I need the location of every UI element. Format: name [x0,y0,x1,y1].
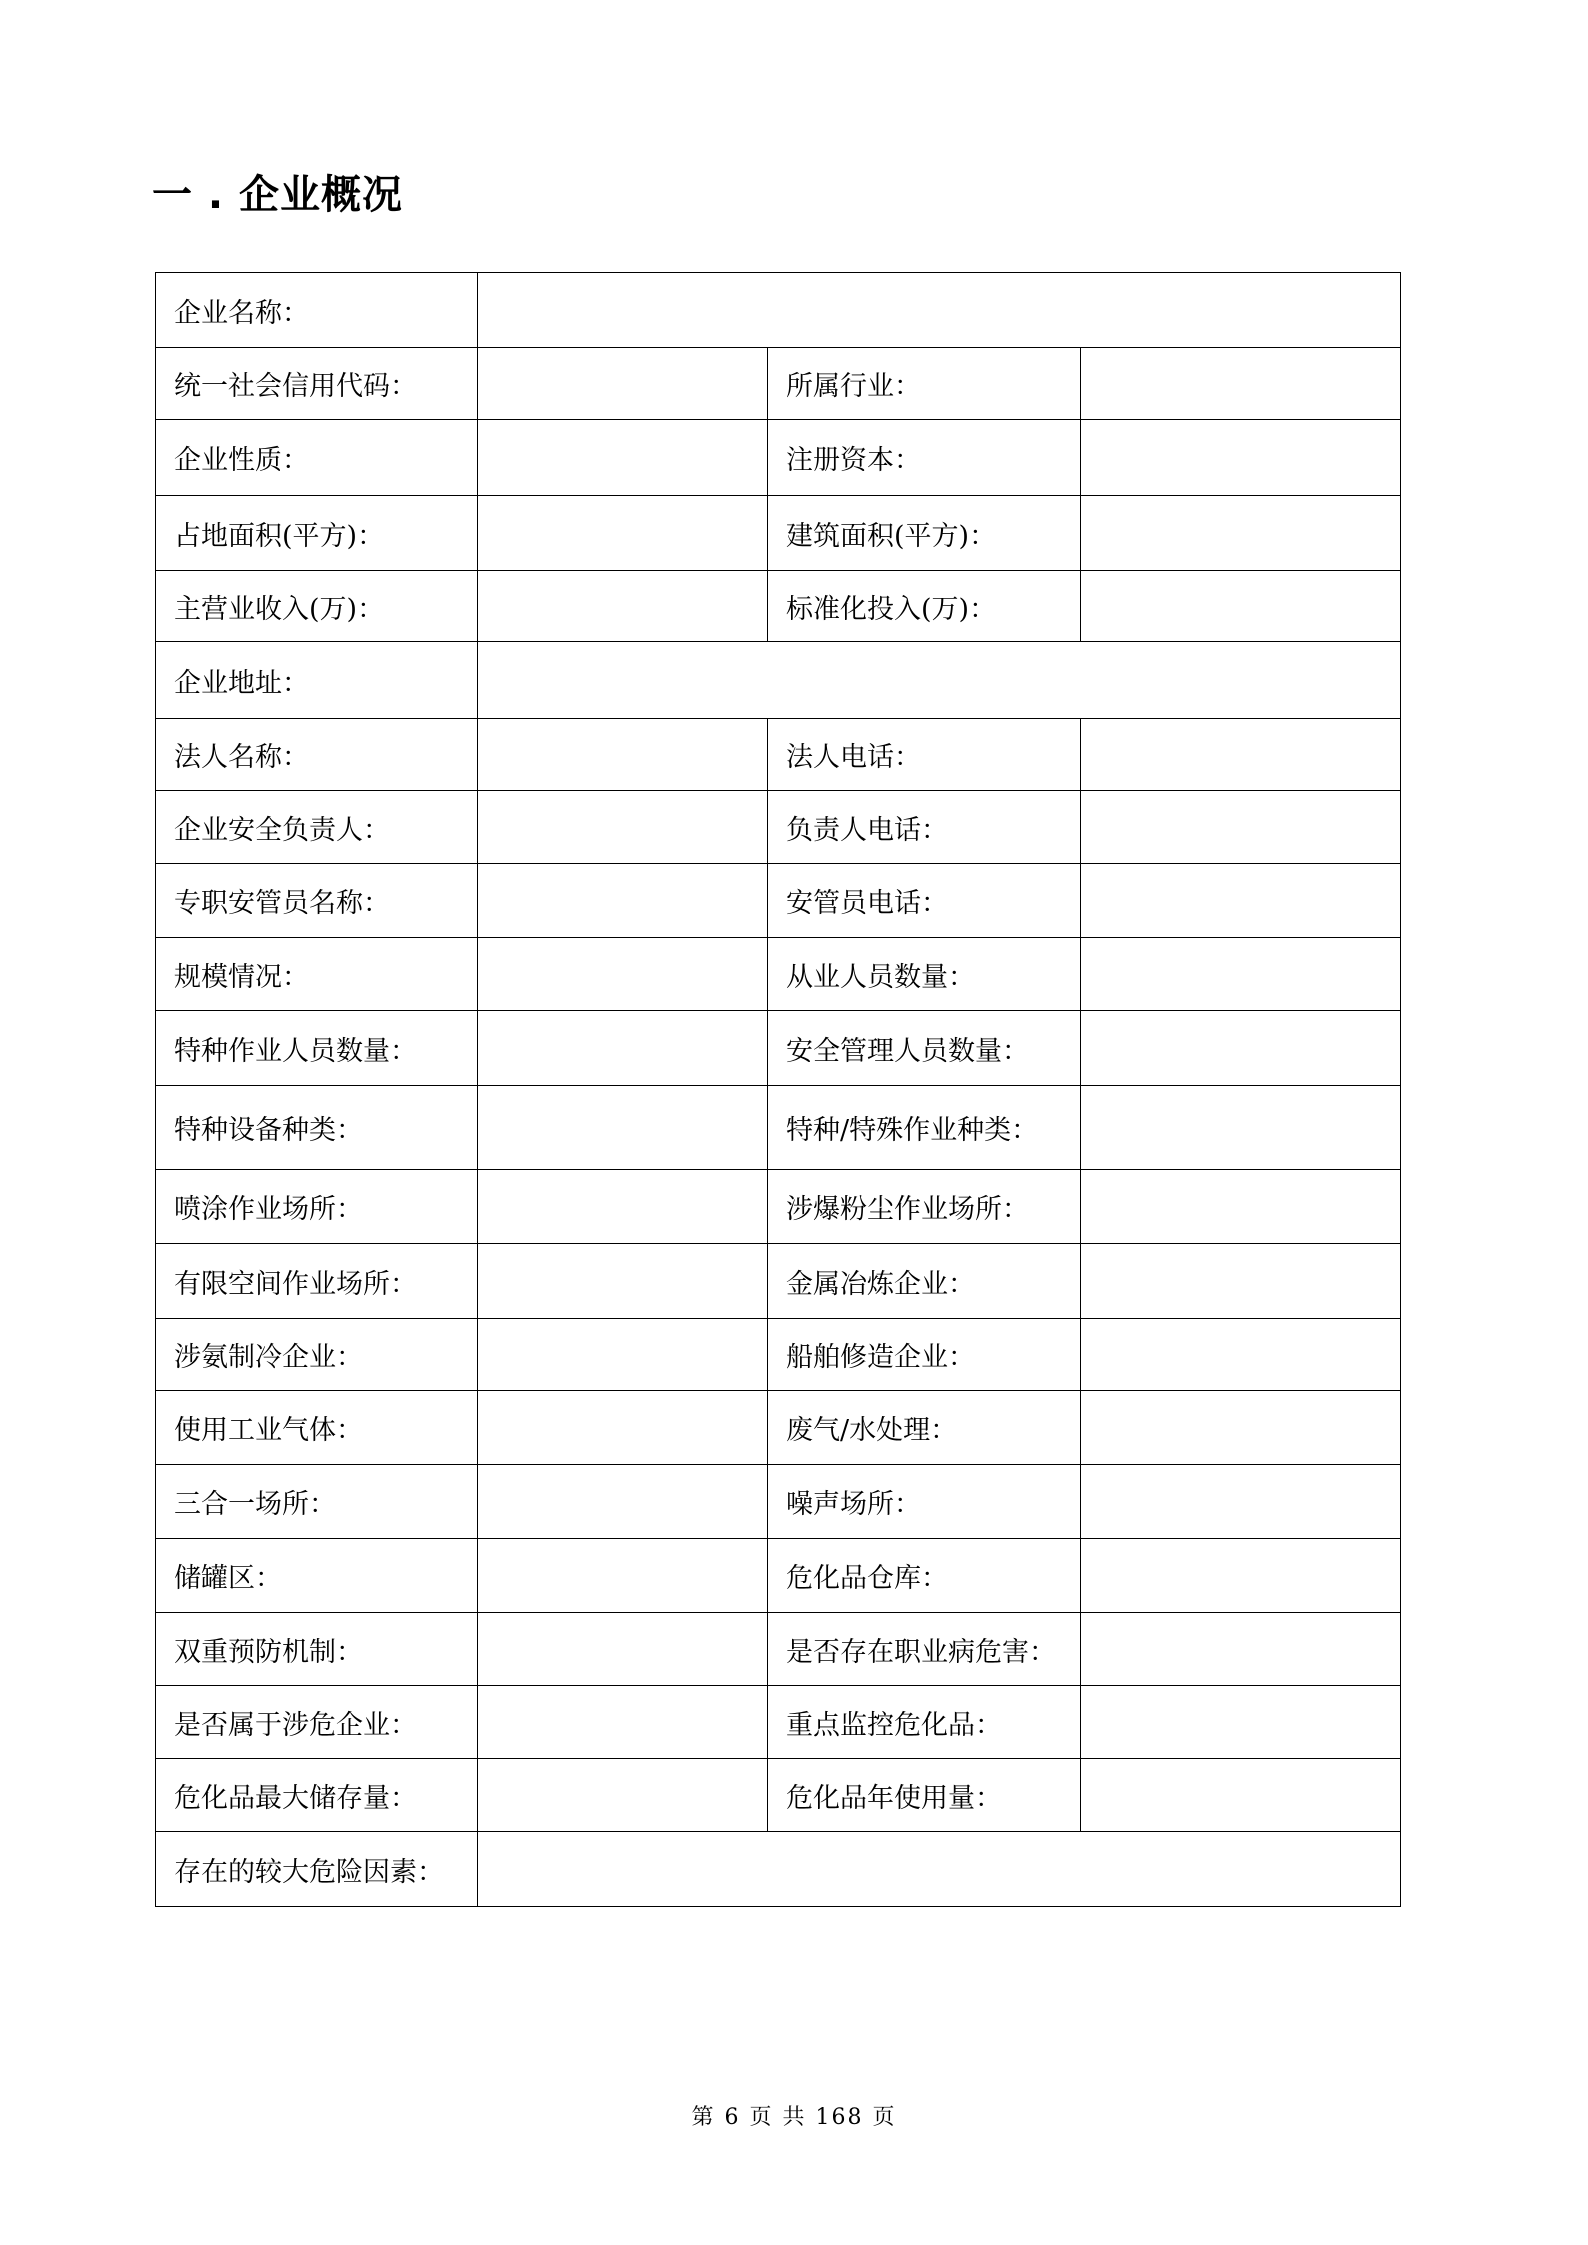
field-value[interactable] [1081,791,1401,864]
field-label: 安管员电话： [768,864,1081,938]
field-label: 涉氨制冷企业： [156,1319,478,1391]
field-label: 废气/水处理： [768,1391,1081,1465]
field-value[interactable] [1081,1086,1401,1170]
form-row [156,1539,1401,1613]
field-value[interactable] [478,1686,768,1759]
field-label: 建筑面积(平方)： [768,496,1081,571]
field-label: 企业名称： [156,273,478,348]
field-value[interactable] [1081,1391,1401,1465]
field-value[interactable] [478,719,768,791]
field-label: 船舶修造企业： [768,1319,1081,1391]
field-value[interactable] [478,1465,768,1539]
field-value[interactable] [478,1759,768,1832]
form-row [156,420,1401,496]
field-value[interactable] [478,642,1401,719]
field-value[interactable] [478,571,768,642]
form-row [156,1832,1401,1907]
field-value[interactable] [1081,1686,1401,1759]
field-label: 双重预防机制： [156,1613,478,1686]
field-label: 喷涂作业场所： [156,1170,478,1244]
field-label: 储罐区： [156,1539,478,1613]
field-label: 涉爆粉尘作业场所： [768,1170,1081,1244]
field-label: 安全管理人员数量： [768,1011,1081,1086]
field-value[interactable] [478,864,768,938]
field-label: 规模情况： [156,938,478,1011]
field-label: 负责人电话： [768,791,1081,864]
field-value[interactable] [478,420,768,496]
field-label: 有限空间作业场所： [156,1244,478,1319]
field-value[interactable] [1081,1244,1401,1319]
form-row [156,1319,1401,1391]
field-value[interactable] [478,938,768,1011]
field-label: 标准化投入(万)： [768,571,1081,642]
form-row [156,571,1401,642]
field-label: 金属冶炼企业： [768,1244,1081,1319]
field-label: 危化品最大储存量： [156,1759,478,1832]
field-label: 危化品年使用量： [768,1759,1081,1832]
field-value[interactable] [478,348,768,420]
field-label: 从业人员数量： [768,938,1081,1011]
field-label: 占地面积(平方)： [156,496,478,571]
field-value[interactable] [1081,938,1401,1011]
form-row [156,1011,1401,1086]
field-label: 重点监控危化品： [768,1686,1081,1759]
field-label: 使用工业气体： [156,1391,478,1465]
company-overview-table [155,272,1401,1907]
field-label: 专职安管员名称： [156,864,478,938]
field-label: 特种/特殊作业种类： [768,1086,1081,1170]
form-row [156,1244,1401,1319]
field-value[interactable] [1081,1319,1401,1391]
field-label: 三合一场所： [156,1465,478,1539]
field-label: 所属行业： [768,348,1081,420]
field-label: 法人名称： [156,719,478,791]
field-value[interactable] [1081,719,1401,791]
field-value[interactable] [1081,496,1401,571]
field-label: 企业安全负责人： [156,791,478,864]
section-title: 一 . 企业概况 [152,172,404,218]
field-label: 是否存在职业病危害： [768,1613,1081,1686]
field-label: 主营业收入(万)： [156,571,478,642]
field-value[interactable] [1081,1759,1401,1832]
field-label: 危化品仓库： [768,1539,1081,1613]
field-label: 是否属于涉危企业： [156,1686,478,1759]
field-label: 统一社会信用代码： [156,348,478,420]
field-label: 法人电话： [768,719,1081,791]
field-value[interactable] [478,791,768,864]
field-value[interactable] [478,1319,768,1391]
field-value[interactable] [1081,348,1401,420]
field-value[interactable] [478,1011,768,1086]
field-value[interactable] [1081,1170,1401,1244]
field-label: 存在的较大危险因素： [156,1832,478,1907]
field-value[interactable] [478,1170,768,1244]
field-value[interactable] [1081,1613,1401,1686]
form-row [156,864,1401,938]
field-value[interactable] [1081,1465,1401,1539]
form-row [156,1170,1401,1244]
field-value[interactable] [478,1086,768,1170]
field-label: 企业性质： [156,420,478,496]
field-label: 特种设备种类： [156,1086,478,1170]
field-label: 特种作业人员数量： [156,1011,478,1086]
field-value[interactable] [478,1391,768,1465]
field-value[interactable] [478,273,1401,348]
field-value[interactable] [478,1613,768,1686]
field-value[interactable] [478,496,768,571]
form-row [156,791,1401,864]
form-row [156,938,1401,1011]
field-label: 注册资本： [768,420,1081,496]
form-row [156,719,1401,791]
form-row [156,642,1401,719]
form-row [156,1391,1401,1465]
field-value[interactable] [1081,864,1401,938]
field-value[interactable] [478,1539,768,1613]
field-label: 企业地址： [156,642,478,719]
form-row [156,273,1401,348]
field-value[interactable] [1081,1011,1401,1086]
form-row [156,1759,1401,1832]
form-row [156,348,1401,420]
form-row [156,1686,1401,1759]
page-number: 第 6 页 共 168 页 [691,2105,897,2130]
field-value[interactable] [1081,571,1401,642]
field-value[interactable] [1081,420,1401,496]
field-value[interactable] [478,1832,1401,1907]
field-value[interactable] [1081,1539,1401,1613]
field-label: 噪声场所： [768,1465,1081,1539]
form-row [156,1465,1401,1539]
form-row [156,1086,1401,1170]
form-row [156,1613,1401,1686]
field-value[interactable] [478,1244,768,1319]
form-row [156,496,1401,571]
